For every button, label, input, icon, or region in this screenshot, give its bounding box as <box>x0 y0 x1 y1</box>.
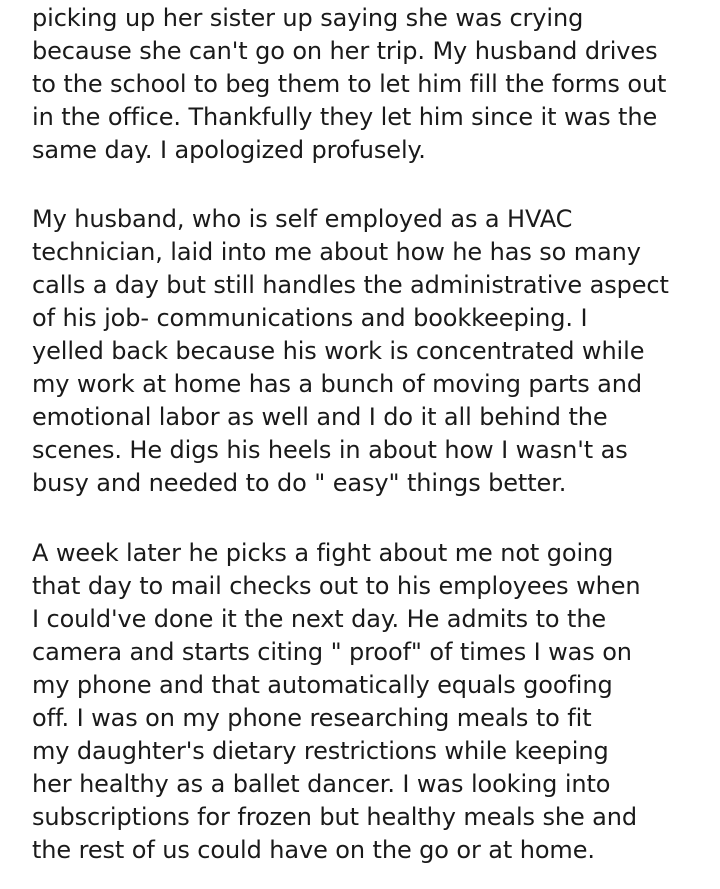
text-line: in the office. Thankfully they let him since it was the <box>32 103 658 131</box>
text-line: of his job- communications and bookkeeping. I <box>32 304 588 332</box>
text-line: because she can't go on her trip. My husband drives <box>32 37 658 65</box>
text-line: subscriptions for frozen but healthy meals she and <box>32 803 638 831</box>
text-line: technician, laid into me about how he has so many <box>32 238 641 266</box>
text-line: my phone and that automatically equals goofing <box>32 671 613 699</box>
text-line: My husband, who is self employed as a HVAC <box>32 205 573 233</box>
text-line: yelled back because his work is concentrated while <box>32 337 645 365</box>
text-line: A week later he picks a fight about me not going <box>32 539 614 567</box>
text-line: her healthy as a ballet dancer. I was looking into <box>32 770 611 798</box>
text-line: off. I was on my phone researching meals to fit <box>32 704 592 732</box>
text-line: my daughter's dietary restrictions while keeping <box>32 737 609 765</box>
text-line: scenes. He digs his heels in about how I wasn't as <box>32 436 628 464</box>
text-line: emotional labor as well and I do it all behind the <box>32 403 608 431</box>
text-line: calls a day but still handles the administrative aspect <box>32 271 669 299</box>
text-line: same day. I apologized profusely. <box>32 136 426 164</box>
text-line: the rest of us could have on the go or at home. <box>32 836 595 864</box>
text-line: camera and starts citing " proof" of times I was on <box>32 638 632 666</box>
text-line: I could've done it the next day. He admits to the <box>32 605 607 633</box>
text-line: to the school to beg them to let him fill the forms out <box>32 70 667 98</box>
text-line: busy and needed to do " easy" things better. <box>32 469 567 497</box>
text-line: my work at home has a bunch of moving parts and <box>32 370 642 398</box>
text-line: picking up her sister up saying she was crying <box>32 4 584 32</box>
text-line: that day to mail checks out to his employees when <box>32 572 641 600</box>
